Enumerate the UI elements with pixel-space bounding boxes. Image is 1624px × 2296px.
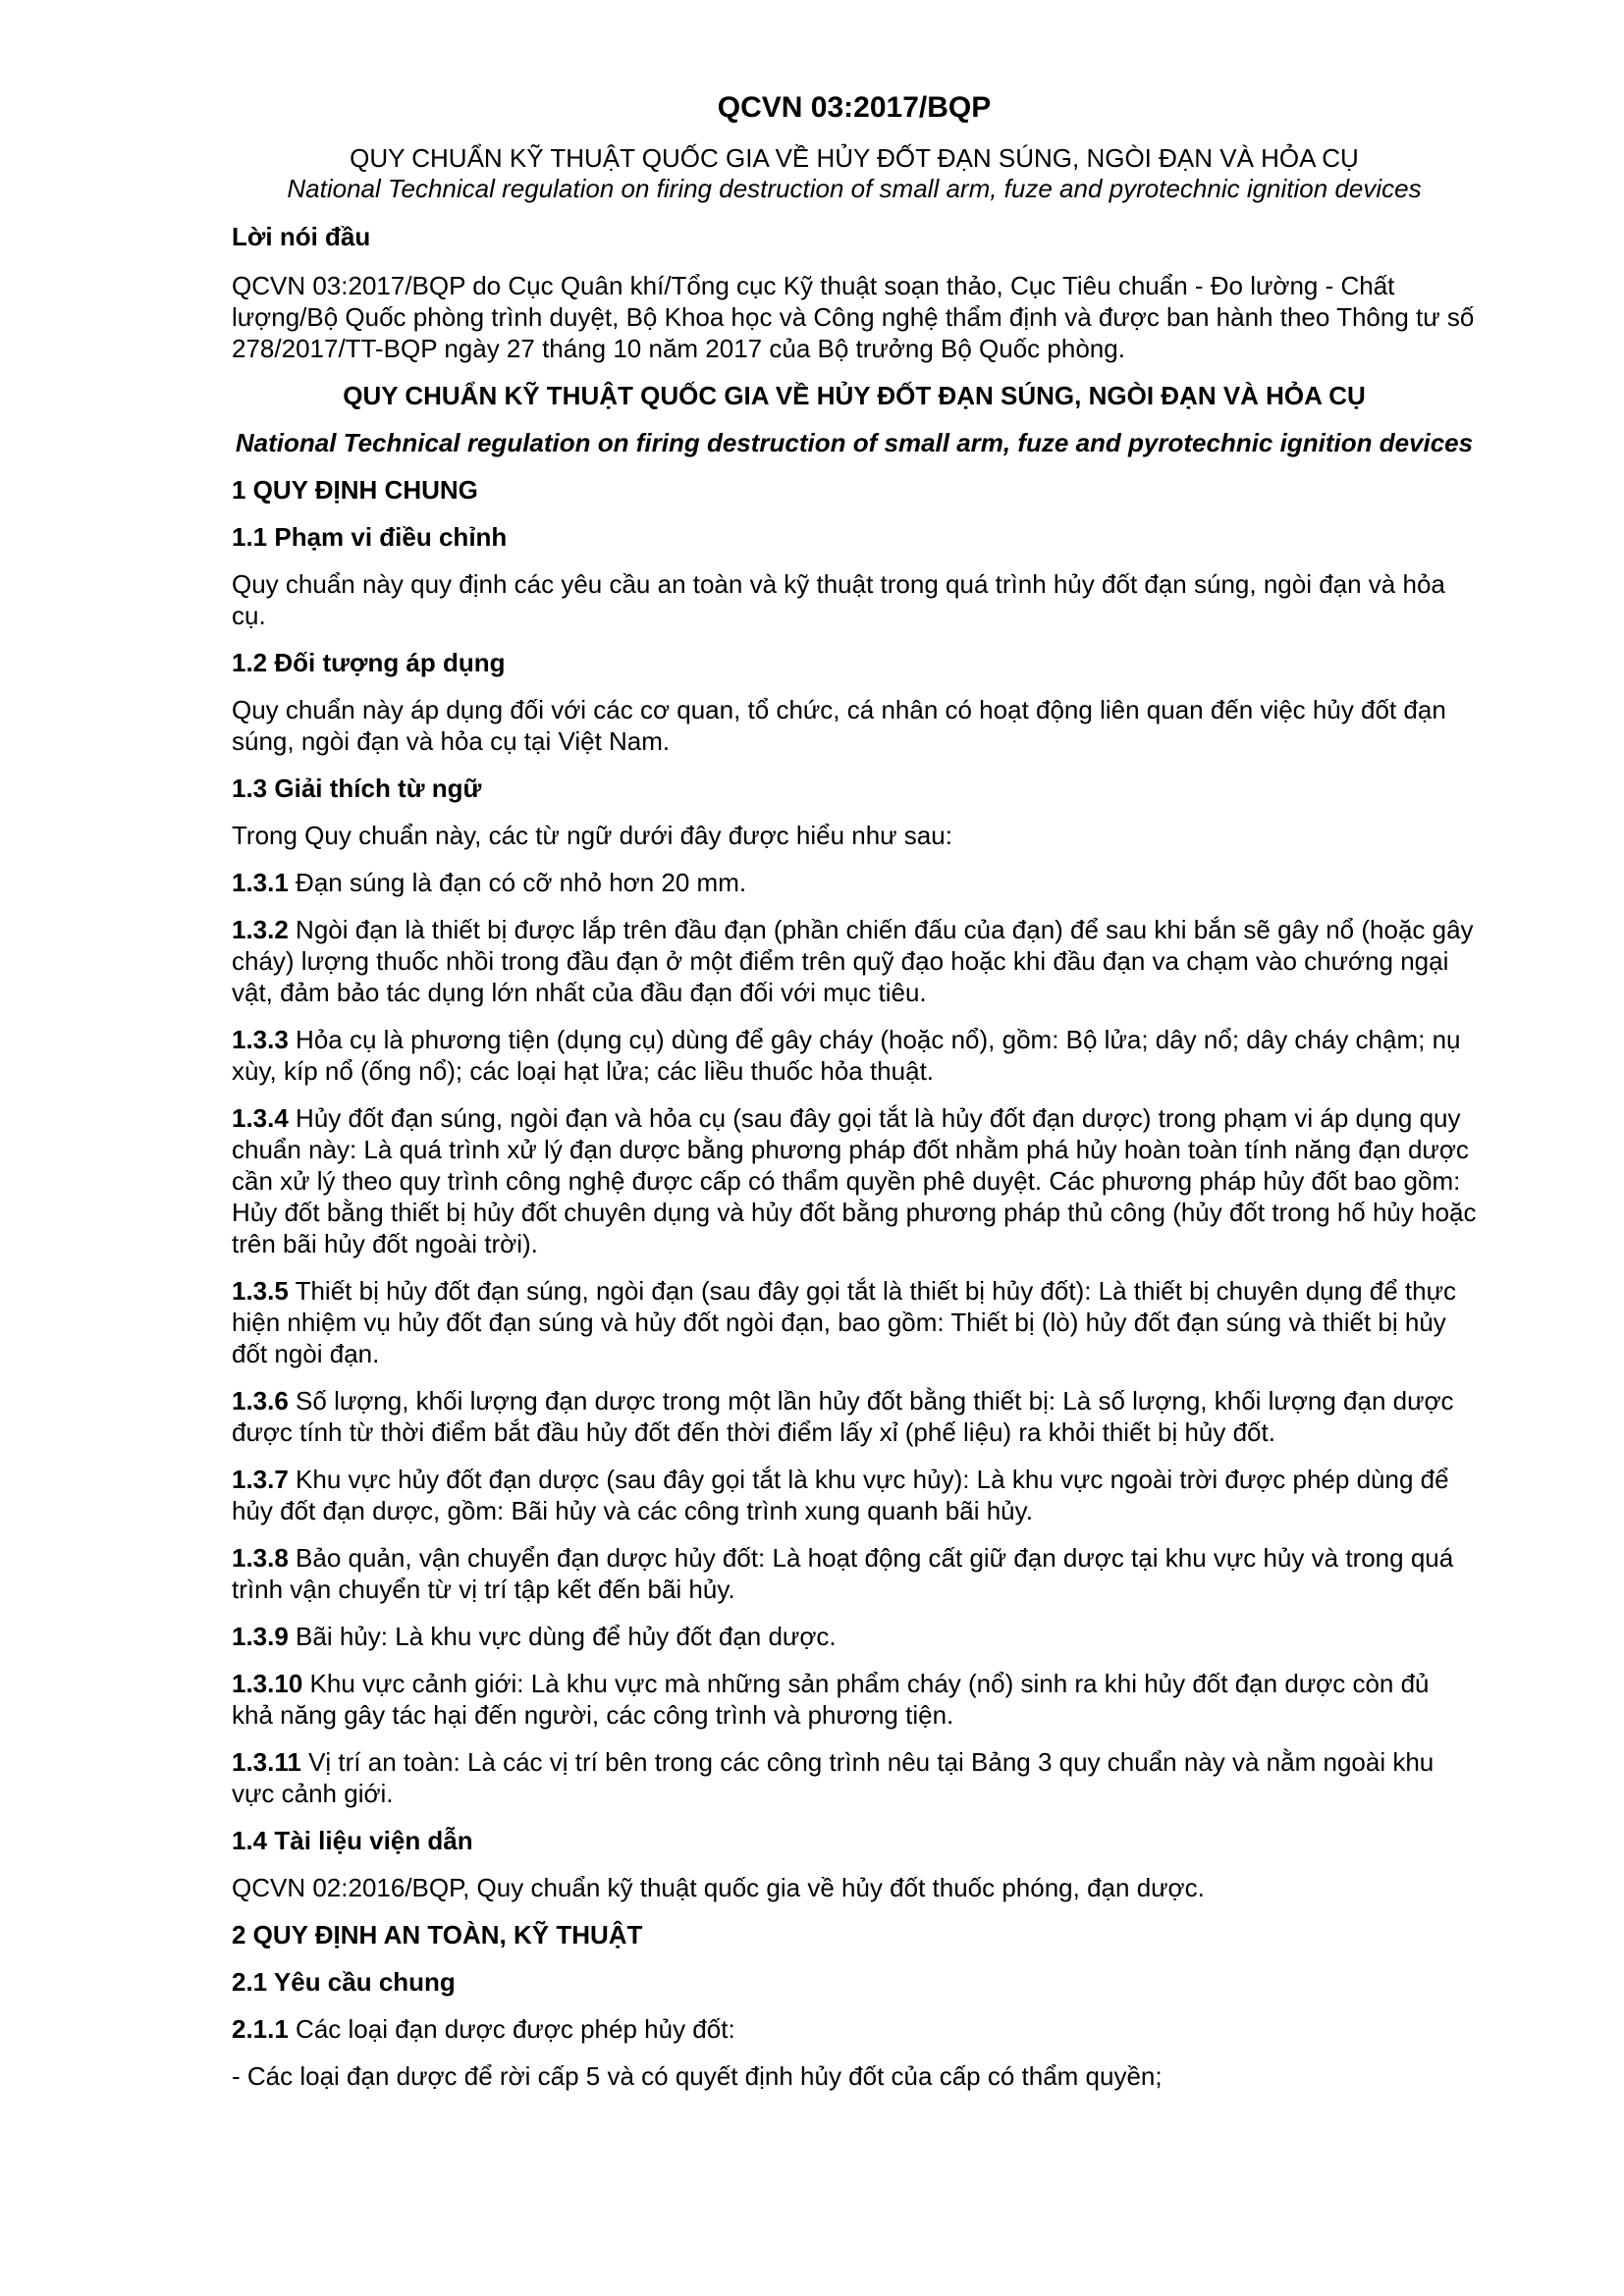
definition-text: Khu vực cảnh giới: Là khu vực mà những sản phẩm cháy (nổ) sinh ra khi hủy đốt đạn dược còn đủ khả năng gây tác hại đến người, các công trình và phương tiện.	[232, 1669, 1430, 1730]
definition-item	[232, 1621, 1477, 1652]
bullet-item: - Các loại đạn dược để rời cấp 5 và có quyết định hủy đốt của cấp có thẩm quyền;	[232, 2061, 1163, 2091]
definition-number: 1.3.11	[232, 1747, 301, 1777]
item-text: Các loại đạn dược được phép hủy đốt:	[288, 2014, 735, 2044]
definition-item	[232, 1275, 1477, 1369]
item-number: 2.1.1	[232, 2014, 289, 2044]
definition-text: Khu vực hủy đốt đạn dược (sau đây gọi tắt là khu vực hủy): Là khu vực ngoài trời được phép dùng để hủy đốt đạn dược, gồm: Bãi hủy và các công trình xung quanh bãi hủy.	[232, 1465, 1449, 1525]
definition-number: 1.3.1	[232, 868, 289, 897]
section-1-3-heading: 1.3 Giải thích từ ngữ	[232, 774, 482, 803]
definition-text: Số lượng, khối lượng đạn dược trong một lần hủy đốt bằng thiết bị: Là số lượng, khối lượng đạn dược được tính từ thời điểm bắt đầu hủy đốt đến thời điểm lấy xỉ (phế liệu) ra khỏi thiết bị hủy đốt.	[232, 1386, 1454, 1447]
section-2-1-1-item	[232, 2013, 1477, 2045]
definition-item	[232, 1542, 1477, 1605]
section-1-2-heading: 1.2 Đối tượng áp dụng	[232, 648, 506, 677]
definition-text: Ngòi đạn là thiết bị được lắp trên đầu đạn (phần chiến đấu của đạn) để sau khi bắn sẽ gây nổ (hoặc gây cháy) lượng thuốc nhồi trong đầu đạn ở một điểm trên quỹ đạo hoặc khi đầu đạn va chạm vào chướng ngại vật, đảm bảo tác dụng lớn nhất của đầu đạn đối với mục tiêu.	[232, 915, 1474, 1007]
definition-number: 1.3.10	[232, 1669, 303, 1698]
definition-item	[232, 1746, 1477, 1809]
definition-text: Đạn súng là đạn có cỡ nhỏ hơn 20 mm.	[288, 868, 747, 897]
definition-number: 1.3.6	[232, 1386, 289, 1415]
definition-item	[232, 1668, 1477, 1731]
section-2-1-heading: 2.1 Yêu cầu chung	[232, 1967, 456, 1997]
header-title-en: National Technical regulation on firing destruction of small arm, fuze and pyrotechnic ignition devices	[287, 174, 1422, 203]
definition-text: Hỏa cụ là phương tiện (dụng cụ) dùng để gây cháy (hoặc nổ), gồm: Bộ lửa; dây nổ; dây cháy chậm; nụ xùy, kíp nổ (ống nổ); các loại hạt lửa; các liều thuốc hỏa thuật.	[232, 1025, 1461, 1086]
definition-item	[232, 1024, 1477, 1087]
section-2-heading: 2 QUY ĐỊNH AN TOÀN, KỸ THUẬT	[232, 1920, 643, 1949]
definition-item	[232, 1385, 1477, 1448]
definition-text: Hủy đốt đạn súng, ngòi đạn và hỏa cụ (sau đây gọi tắt là hủy đốt đạn dược) trong phạm vi áp dụng quy chuẩn này: Là quá trình xử lý đạn dược bằng phương pháp đốt nhằm phá hủy hoàn toàn tính năng đạn dược cần xử lý theo quy trình công nghệ được cấp có thẩm quyền phê duyệt. Các phương pháp hủy đốt bao gồm: Hủy đốt bằng thiết bị hủy đốt chuyên dụng và hủy đốt bằng phương pháp thủ công (hủy đốt trong hố hủy hoặc trên bãi hủy đốt ngoài trời).	[232, 1103, 1477, 1258]
definition-number: 1.3.2	[232, 915, 289, 944]
foreword-text: QCVN 03:2017/BQP do Cục Quân khí/Tổng cục Kỹ thuật soạn thảo, Cục Tiêu chuẩn - Đo lường - Chất lượng/Bộ Quốc phòng trình duyệt, Bộ Khoa học và Công nghệ thẩm định và được ban hành theo Thông tư số 278/2017/TT-BQP ngày 27 tháng 10 năm 2017 của Bộ trưởng Bộ Quốc phòng.	[232, 271, 1475, 363]
section-1-4-heading: 1.4 Tài liệu viện dẫn	[232, 1826, 473, 1855]
definition-number: 1.3.5	[232, 1276, 289, 1306]
definition-text: Thiết bị hủy đốt đạn súng, ngòi đạn (sau đây gọi tắt là thiết bị hủy đốt): Là thiết bị chuyên dụng để thực hiện nhiệm vụ hủy đốt đạn súng và hủy đốt ngòi đạn, bao gồm: Thiết bị (lò) hủy đốt đạn súng và thiết bị hủy đốt ngòi đạn.	[232, 1276, 1456, 1368]
section-1-1-heading: 1.1 Phạm vi điều chỉnh	[232, 522, 508, 552]
definition-item	[232, 1102, 1477, 1259]
definition-number: 1.3.3	[232, 1025, 289, 1054]
header-title-vi: QUY CHUẨN KỸ THUẬT QUỐC GIA VỀ HỦY ĐỐT ĐẠN SÚNG, NGÒI ĐẠN VÀ HỎA CỤ	[350, 143, 1359, 173]
section-1-1-text: Quy chuẩn này quy định các yêu cầu an toàn và kỹ thuật trong quá trình hủy đốt đạn súng, ngòi đạn và hỏa cụ.	[232, 569, 1445, 630]
section-1-4-text: QCVN 02:2016/BQP, Quy chuẩn kỹ thuật quốc gia về hủy đốt thuốc phóng, đạn dược.	[232, 1873, 1205, 1902]
section-1-2-text: Quy chuẩn này áp dụng đối với các cơ quan, tổ chức, cá nhân có hoạt động liên quan đến việc hủy đốt đạn súng, ngòi đạn và hỏa cụ tại Việt Nam.	[232, 695, 1446, 756]
definition-number: 1.3.8	[232, 1543, 289, 1573]
definition-text: Bãi hủy: Là khu vực dùng để hủy đốt đạn dược.	[288, 1622, 837, 1651]
definition-number: 1.3.7	[232, 1465, 289, 1494]
foreword-heading: Lời nói đầu	[232, 222, 371, 251]
definition-number: 1.3.9	[232, 1622, 289, 1651]
definition-number: 1.3.4	[232, 1103, 289, 1133]
section-1-3-intro: Trong Quy chuẩn này, các từ ngữ dưới đây được hiểu như sau:	[232, 821, 952, 850]
main-title-vi: QUY CHUẨN KỸ THUẬT QUỐC GIA VỀ HỦY ĐỐT ĐẠN SÚNG, NGÒI ĐẠN VÀ HỎA CỤ	[343, 381, 1366, 410]
definition-item	[232, 1464, 1477, 1526]
section-1-heading: 1 QUY ĐỊNH CHUNG	[232, 475, 478, 505]
definition-item	[232, 867, 1477, 898]
definition-text: Bảo quản, vận chuyển đạn dược hủy đốt: Là hoạt động cất giữ đạn dược tại khu vực hủy và trong quá trình vận chuyển từ vị trí tập kết đến bãi hủy.	[232, 1543, 1454, 1604]
definition-text: Vị trí an toàn: Là các vị trí bên trong các công trình nêu tại Bảng 3 quy chuẩn này và nằm ngoài khu vực cảnh giới.	[232, 1747, 1435, 1808]
definition-item	[232, 914, 1477, 1008]
document-code: QCVN 03:2017/BQP	[717, 91, 992, 124]
main-title-en: National Technical regulation on firing destruction of small arm, fuze and pyrotechnic ignition devices	[235, 428, 1474, 457]
